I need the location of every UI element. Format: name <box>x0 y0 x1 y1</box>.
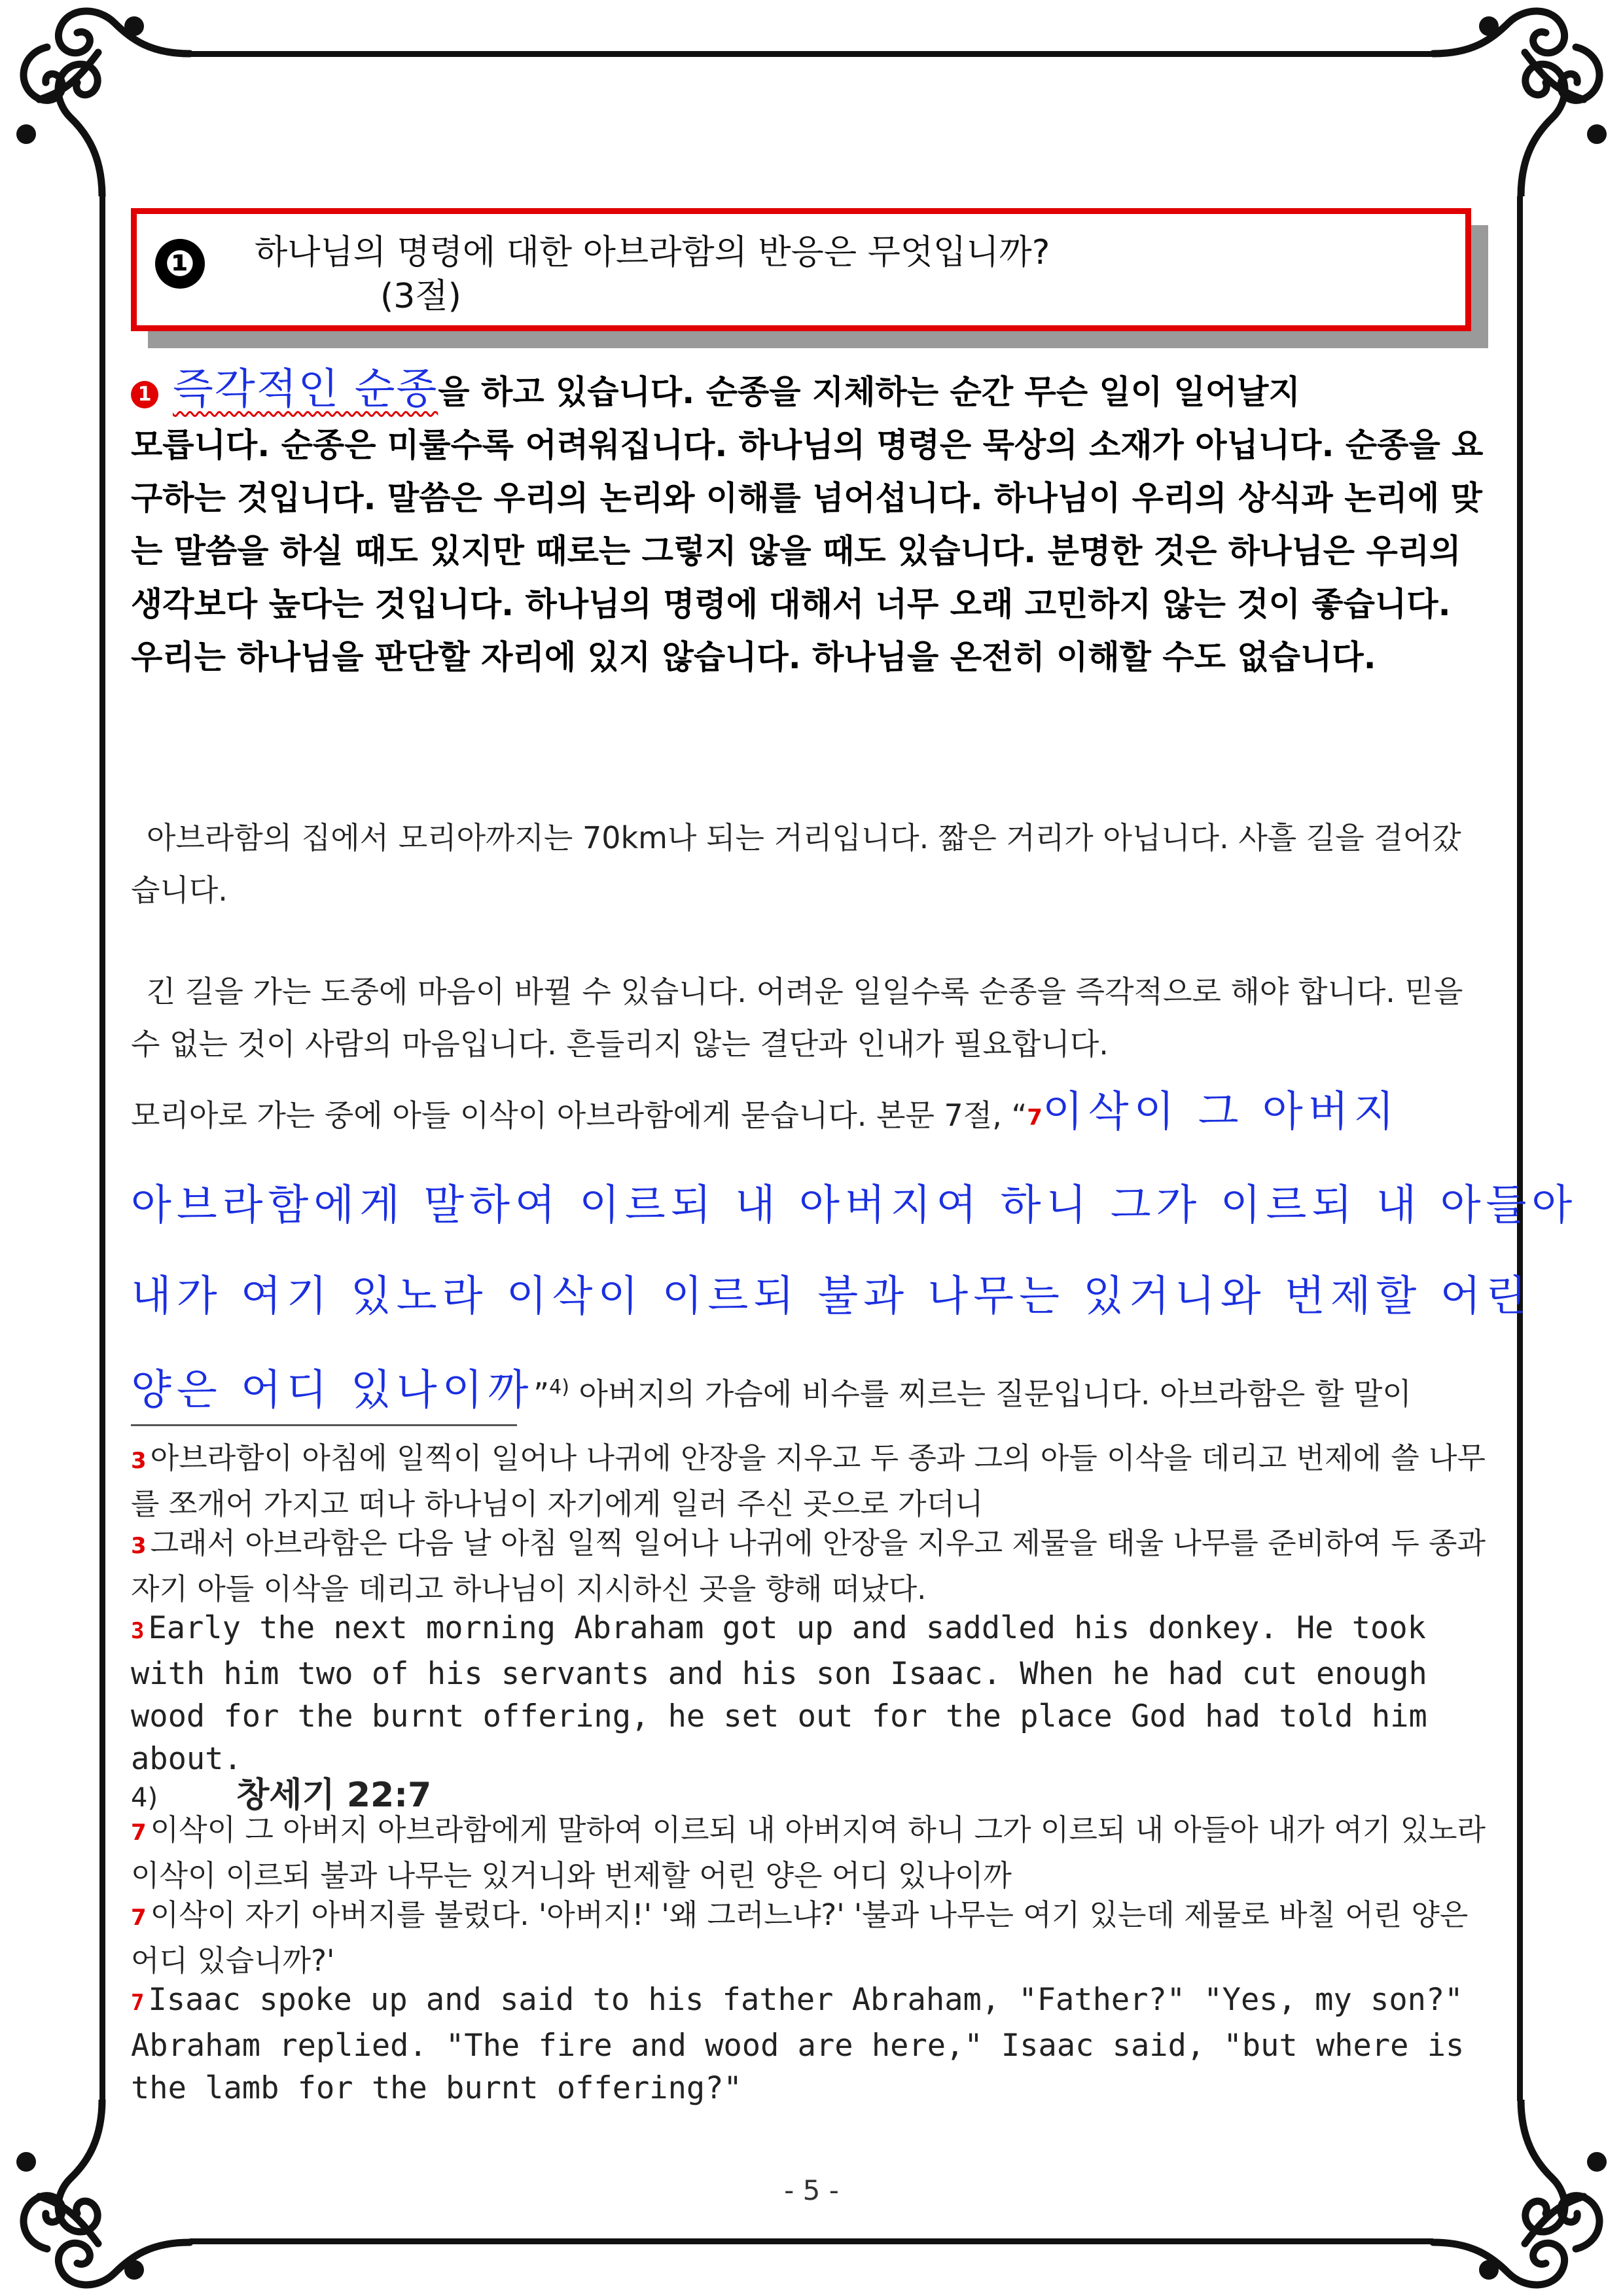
footnote-text: Isaac spoke up and said to his father Abraham, "Father?" "Yes, my son?" Abraham replied. "The fire and wood are here," Isaac said, "but where is the lamb for the burnt offering?" <box>131 1982 1465 2106</box>
question-lead-text: 모리아로 가는 중에 아들 이삭이 아브라함에게 묻습니다. 본문 7절, “ <box>131 1098 1027 1133</box>
footnote-verse7-english <box>131 1979 1492 2109</box>
frame-left-border <box>99 196 105 2101</box>
verse-number: 3 <box>131 1618 145 1644</box>
answer-paragraph <box>131 363 1492 684</box>
verse-number: 3 <box>131 1448 147 1474</box>
footnote-text: 아브라함이 아침에 일찍이 일어나 나귀에 안장을 지우고 두 종과 그의 아들 이삭을 데리고 번제에 쓸 나무를 쪼개어 가지고 떠나 하나님이 자기에게 일러 주신 곳으로 가더니 <box>131 1441 1486 1521</box>
frame-top-border <box>190 51 1433 57</box>
corner-ornament-top-left <box>0 0 196 196</box>
body-paragraph-question <box>131 1068 1578 1437</box>
scripture-quote-line-3: 내가 여기 있노라 이삭이 이르되 불과 나무는 있거니와 번제할 어린 <box>131 1272 1532 1321</box>
footnote-4-label: 4) <box>131 1783 158 1813</box>
question-verse-ref: (3절) <box>380 277 461 316</box>
footnote-verse7-modern <box>131 1893 1492 1982</box>
answer-number-badge: 1 <box>131 381 158 408</box>
footnote-4-reference: 창세기 22:7 <box>236 1776 432 1815</box>
scripture-quote-line-2: 아브라함에게 말하여 이르되 내 아버지여 하니 그가 이르되 내 아들아 <box>131 1181 1578 1230</box>
footnote-text: 이삭이 자기 아버지를 불렀다. '아버지!' '왜 그러느냐?' '불과 나무는 여기 있는데 제물로 바칠 어린 양은 어디 있습니까?' <box>131 1897 1469 1978</box>
scripture-quote-line-4: 양은 어디 있나이까 <box>131 1365 534 1414</box>
verse-number: 7 <box>131 1820 147 1846</box>
footnote-ref-4: 4) <box>549 1375 569 1399</box>
answer-text-rest: 모릅니다. 순종은 미룰수록 어려워집니다. 하나님의 명령은 묵상의 소재가 아닙니다. 순종을 요구하는 것입니다. 말씀은 우리의 논리와 이해를 넘어섭니다. 하나님이 우리의 상식과 논리에 맞는 말씀을 하실 때도 있지만 때로는 그렇지 않을 때도 있습니다. 분명한 것은 하나님은 우리의 생각보다 높다는 것입니다. 하나님의 명령에 대해서 너무 오래 고민하지 않는 것이 좋습니다. 우리는 하나님을 판단할 자리에 있지 않습니다. 하나님을 온전히 이해할 수도 없습니다. <box>131 426 1484 676</box>
footnote-verse7-krv <box>131 1808 1492 1897</box>
footnote-verse3-krv <box>131 1437 1492 1525</box>
verse-number: 7 <box>1027 1104 1043 1131</box>
frame-bottom-border <box>190 2238 1433 2244</box>
scripture-quote-line-1: 이삭이 그 아버지 <box>1042 1088 1400 1136</box>
answer-text-first: 을 하고 있습니다. 순종을 지체하는 순간 무슨 일이 일어날지 <box>438 373 1300 411</box>
footnote-divider <box>131 1424 517 1426</box>
question-number-badge: ❶ <box>155 239 205 289</box>
close-quote-mark: ” <box>533 1375 550 1411</box>
verse-number: 7 <box>131 1905 147 1931</box>
footnote-text: Early the next morning Abraham got up and saddled his donkey. He took with him two of his servants and his son Isaac. When he had cut enough wood for the burnt offering, he set out for the place God had told him about. <box>131 1610 1427 1777</box>
body-paragraph-distance: 아브라함의 집에서 모리아까지는 70km나 되는 거리입니다. 짧은 거리가 아닙니다. 사흘 길을 걸어갔습니다. <box>131 820 1461 908</box>
verse-number: 7 <box>131 1990 145 2016</box>
verse-number: 3 <box>131 1533 147 1559</box>
footnote-text: 그래서 아브라함은 다음 날 아침 일찍 일어나 나귀에 안장을 지우고 제물을 태울 나무를 준비하여 두 종과 자기 아들 이삭을 데리고 하나님이 지시하신 곳을 향해 떠났다. <box>131 1526 1486 1606</box>
question-text: 하나님의 명령에 대한 아브라함의 반응은 무엇입니까? <box>255 233 1050 272</box>
question-box <box>131 208 1471 331</box>
body-paragraph-obedience: 긴 길을 가는 도중에 마음이 바뀔 수 있습니다. 어려운 일일수록 순종을 즉각적으로 해야 합니다. 믿을 수 없는 것이 사람의 마음입니다. 흔들리지 않는 결단과 인내가 필요합니다. <box>131 974 1463 1062</box>
footnote-verse3-english <box>131 1607 1492 1780</box>
question-tail-text: 아버지의 가슴에 비수를 찌르는 질문입니다. 아브라함은 할 말이 <box>569 1375 1412 1411</box>
answer-highlight: 즉각적인 순종 <box>173 365 438 414</box>
footnote-text: 이삭이 그 아버지 아브라함에게 말하여 이르되 내 아버지여 하니 그가 이르되 내 아들아 내가 여기 있노라 이삭이 이르되 불과 나무는 있거니와 번제할 어린 양은 어디 있나이까 <box>131 1812 1486 1893</box>
footnote-verse3-modern <box>131 1522 1492 1610</box>
page-number: - 5 - <box>784 2174 839 2206</box>
frame-right-border <box>1517 196 1523 2101</box>
corner-ornament-top-right <box>1427 0 1623 196</box>
